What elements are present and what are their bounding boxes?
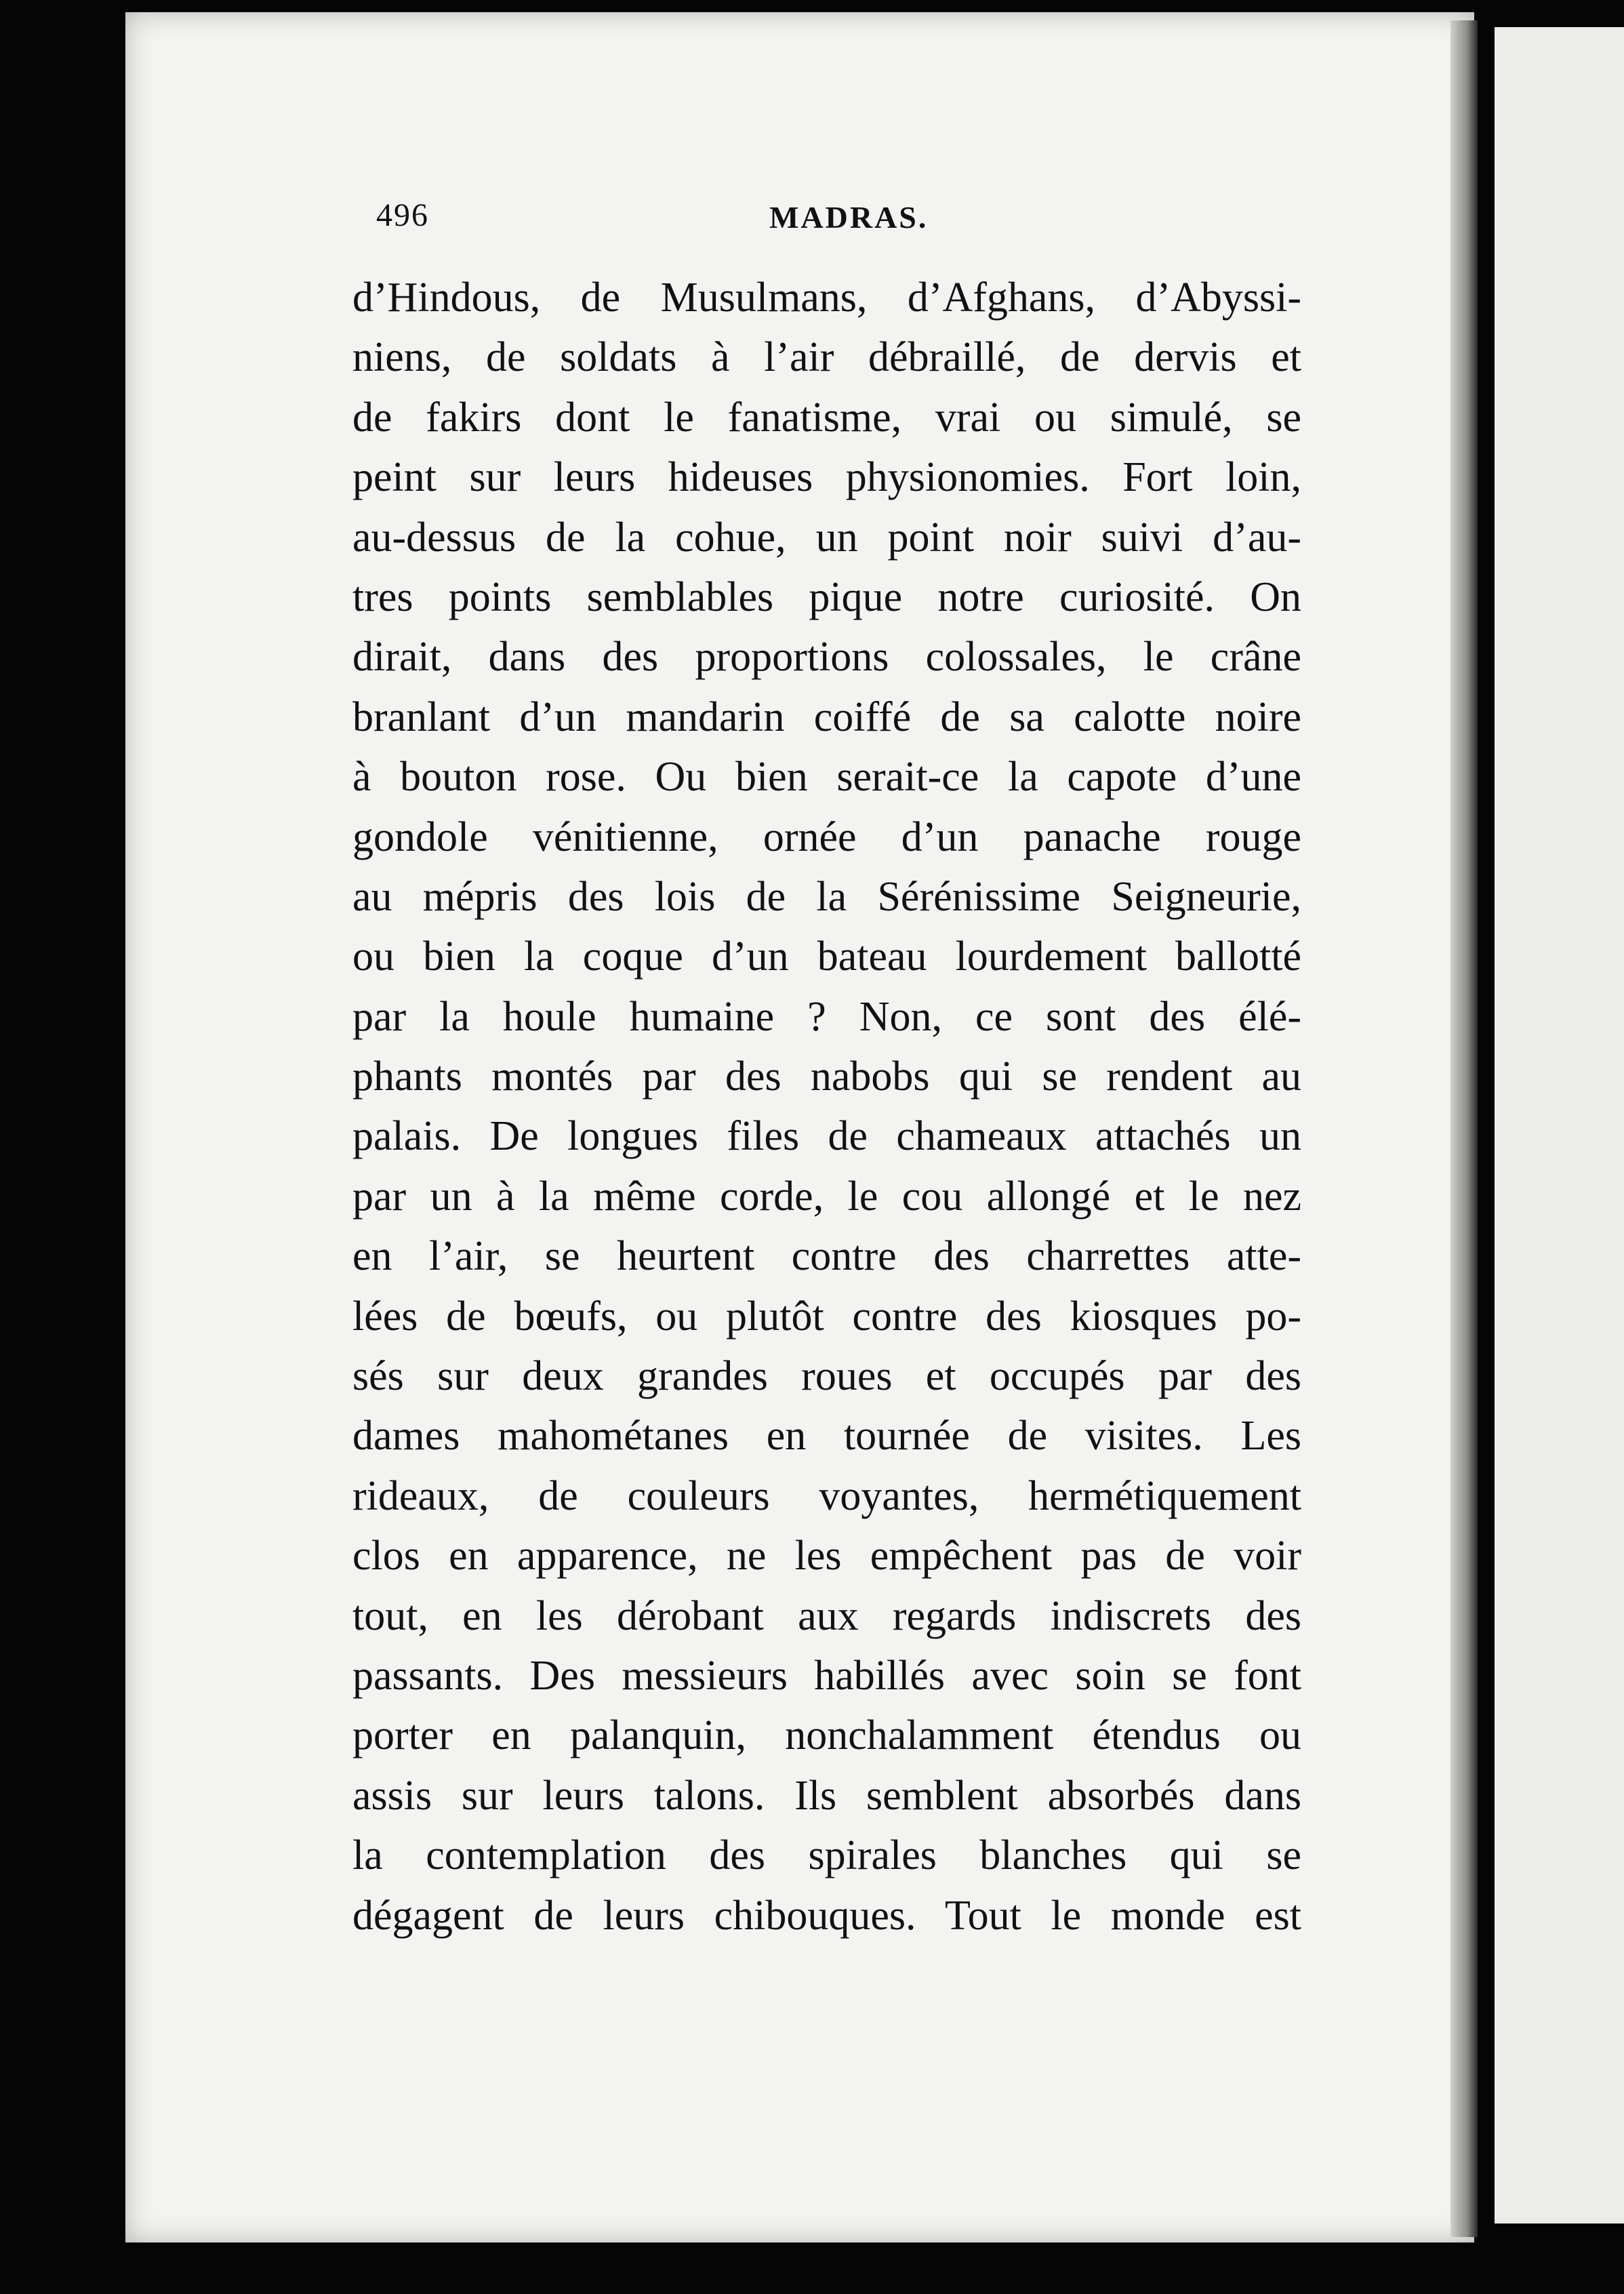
text-line: à bouton rose. Ou bien serait-ce la capote d’une [352, 754, 1301, 801]
text-line: assis sur leurs talons. Ils semblent absorbés dans [352, 1772, 1301, 1819]
page-gutter-shadow [1450, 20, 1478, 2237]
body-text [352, 268, 1301, 1946]
text-line: de fakirs dont le fanatisme, vrai ou simulé, se [352, 394, 1301, 441]
text-line: dégagent de leurs chibouques. Tout le monde est [352, 1892, 1301, 1939]
running-title: MADRAS. [769, 200, 929, 235]
text-line: clos en apparence, ne les empêchent pas de voir [352, 1533, 1301, 1579]
adjacent-page-edge [1495, 27, 1624, 2223]
text-line: niens, de soldats à l’air débraillé, de dervis et [352, 334, 1301, 381]
text-line: lées de bœufs, ou plutôt contre des kiosques po- [352, 1293, 1301, 1340]
text-line: la contemplation des spirales blanches qui se [352, 1832, 1301, 1879]
page-number: 496 [376, 197, 429, 233]
text-line: passants. Des messieurs habillés avec soin se font [352, 1652, 1301, 1699]
text-line: sés sur deux grandes roues et occupés par des [352, 1353, 1301, 1400]
text-line: palais. De longues files de chameaux attachés un [352, 1113, 1301, 1160]
text-line: par un à la même corde, le cou allongé et le nez [352, 1173, 1301, 1220]
text-line: dirait, dans des proportions colossales, le crâne [352, 634, 1301, 681]
text-line: peint sur leurs hideuses physionomies. Fort loin, [352, 454, 1301, 501]
running-head [376, 197, 1298, 244]
text-line: dames mahométanes en tournée de visites. Les [352, 1413, 1301, 1460]
text-line: ou bien la coque d’un bateau lourdement ballotté [352, 933, 1301, 980]
text-line: par la houle humaine ? Non, ce sont des élé- [352, 993, 1301, 1040]
text-line: branlant d’un mandarin coiffé de sa calotte noire [352, 693, 1301, 740]
text-line: porter en palanquin, nonchalamment étendus ou [352, 1712, 1301, 1759]
text-line: tres points semblables pique notre curiosité. On [352, 574, 1301, 620]
text-line: au mépris des lois de la Sérénissime Seigneurie, [352, 873, 1301, 920]
text-line: au-dessus de la cohue, un point noir suivi d’au- [352, 514, 1301, 561]
text-line: phants montés par des nabobs qui se rendent au [352, 1053, 1301, 1100]
text-line: d’Hindous, de Musulmans, d’Afghans, d’Abyssi- [352, 275, 1301, 321]
text-line: gondole vénitienne, ornée d’un panache rouge [352, 813, 1301, 860]
text-line: rideaux, de couleurs voyantes, hermétiquement [352, 1472, 1301, 1519]
text-line: tout, en les dérobant aux regards indiscrets des [352, 1592, 1301, 1639]
text-line: en l’air, se heurtent contre des charrettes atte- [352, 1233, 1301, 1280]
